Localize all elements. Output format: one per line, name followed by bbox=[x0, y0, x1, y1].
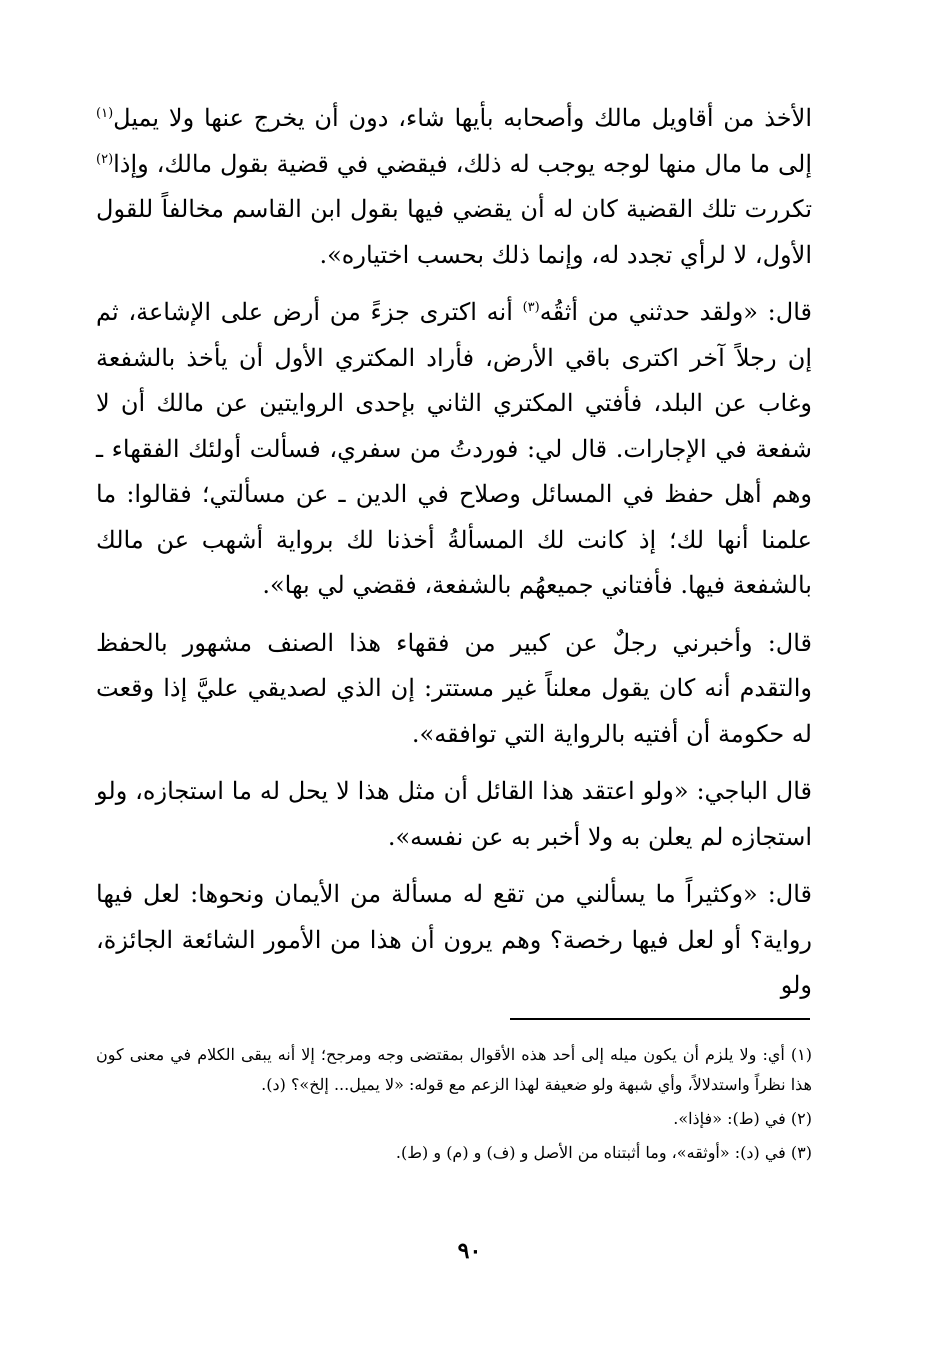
paragraph-4 bbox=[96, 769, 812, 860]
footnote-ref-2: (٢) bbox=[96, 151, 114, 167]
paragraph-text: تكررت تلك القضية كان له أن يقضي فيها بقول ابن القاسم مخالفاً للقول الأول، لا لرأي تجدد له، وإنما ذلك بحسب اختياره». bbox=[96, 195, 812, 269]
footnote-ref-1: (١) bbox=[96, 106, 114, 121]
footnote-ref-3: (٣) bbox=[522, 300, 540, 315]
paragraph-text: قال: «وكثيراً ما يسألني من تقع له مسألة من الأيمان ونحوها: لعل فيها رواية؟ أو لعل فيها رخصة؟ وهم يرون أن هذا من الأمور الشائعة الجائزة، ولو bbox=[96, 880, 812, 999]
footnote-2: (٢) في (ط): «فإذا». bbox=[673, 1109, 812, 1128]
paragraph-text: إلى ما مال منها لوجه يوجب له ذلك، فيقضي في قضية بقول مالك، وإذا bbox=[113, 149, 812, 178]
paragraph-3 bbox=[96, 621, 812, 758]
footnote-separator bbox=[510, 1018, 810, 1020]
paragraph-text: قال: «ولقد حدثني من أثقُه bbox=[539, 298, 812, 326]
footnote-3: (٣) في (د): «أوثقه»، وما أثبتناه من الأصل و (ف) و (م) و (ط). bbox=[395, 1143, 812, 1162]
paragraph-2 bbox=[96, 290, 812, 609]
footnotes bbox=[96, 1040, 812, 1172]
page-number: ٩٠ bbox=[457, 1238, 482, 1264]
paragraph-text: أنه اكترى جزءً من أرض على الإشاعة، ثم إن رجلاً آخر اكترى باقي الأرض، فأراد المكتري الأول أن يأخذ بالشفعة وغاب عن البلد، فأفتي المكتري الثاني بإحدى الروايتين عن مالك أن لا شفعة في الإجارات. قال لي: فوردتُ من سفري، فسألت أولئك الفقهاء ـ وهم أهل حفظ في المسائل وصلاح في الدين ـ عن مسألتي؛ فقالوا: ما علمنا أنها لك؛ إذ كانت لك المسألةُ أخذنا لك برواية أشهب عن مالك بالشفعة فيها. فأفتاني جميعهُم بالشفعة، فقضي لي بها». bbox=[96, 298, 812, 599]
main-text bbox=[96, 96, 812, 1021]
paragraph-5 bbox=[96, 872, 812, 1009]
paragraph-text: قال: وأخبرني رجلٌ عن كبير من فقهاء هذا الصنف مشهور بالحفظ والتقدم أنه كان يقول معلناً غير مستتر: إن الذي لصديقي عليَّ إذا وقعت له حكومة أن أفتيه بالرواية التي توافقه». bbox=[96, 628, 812, 748]
paragraph-1 bbox=[96, 96, 812, 278]
footnote-1: (١) أي: ولا يلزم أن يكون ميله إلى أحد هذه الأقوال بمقتضى وجه ومرجح؛ إلا أنه يبقى الكلام في معنى كون هذا نظراً واستدلالاً، وأي شبهة ولو ضعيفة لهذا الزعم مع قوله: «لا يميل... إلخ»؟ (د). bbox=[96, 1045, 812, 1094]
paragraph-text: الأخذ من أقاويل مالك وأصحابه بأيها شاء، دون أن يخرج عنها ولا يميل bbox=[113, 104, 812, 132]
paragraph-text: قال الباجي: «ولو اعتقد هذا القائل أن مثل هذا لا يحل له ما استجازه، ولو استجازه لم يعلن به ولا أخبر به عن نفسه». bbox=[96, 777, 812, 851]
